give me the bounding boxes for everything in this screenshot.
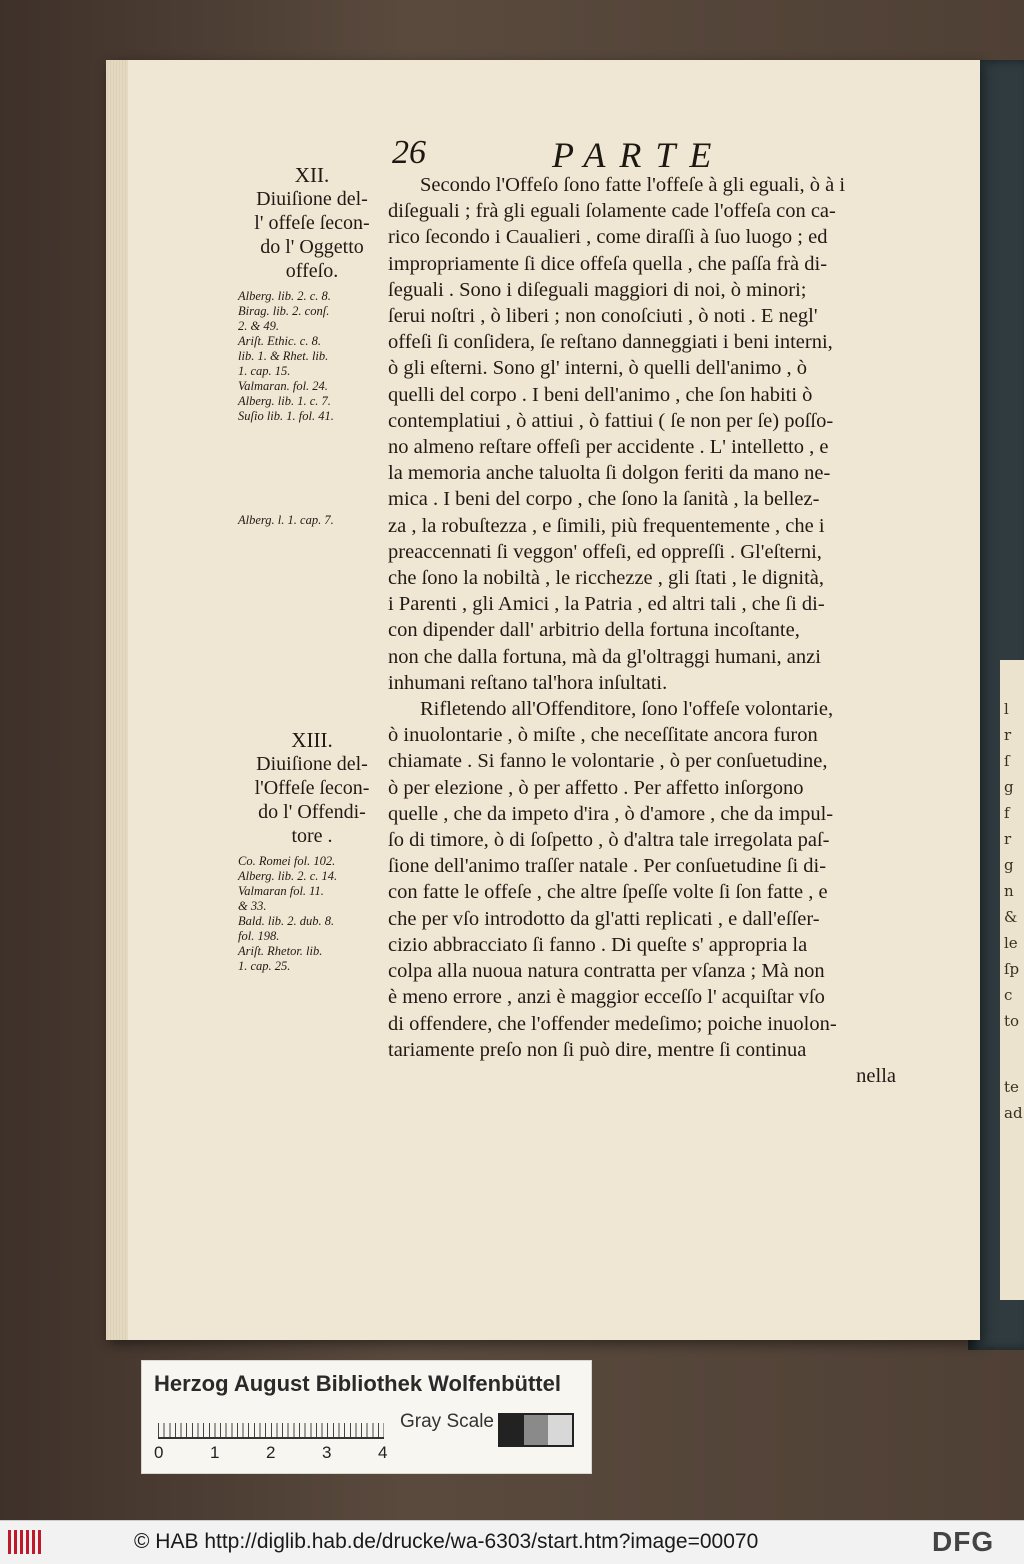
- gray-swatch: [548, 1415, 572, 1445]
- facing-page-letter: ad: [1004, 1104, 1023, 1122]
- copyright-link[interactable]: © HAB http://diglib.hab.de/drucke/wa-6303/start.htm?image=00070: [134, 1530, 759, 1553]
- note-citation: lib. 1. & Rhet. lib.: [238, 349, 329, 363]
- note-citation: 2. & 49.: [238, 319, 279, 333]
- note-citation: fol. 198.: [238, 929, 280, 943]
- body-line: i Parenti , gli Amici , la Patria , ed altri tali , che ſi di-: [388, 593, 825, 616]
- body-line: Rifletendo all'Offenditore, ſono l'offeſe volontarie,: [420, 698, 834, 721]
- note-citation: Bald. lib. 2. dub. 8.: [238, 914, 335, 928]
- note-citation: Birag. lib. 2. conſ.: [238, 304, 330, 318]
- page-number: 26: [392, 134, 426, 171]
- facing-page-letter: f: [1004, 804, 1010, 822]
- body-line: rico ſecondo i Caualieri , come diraſſi à ſuo luogo ; ed: [388, 226, 828, 249]
- body-line: la memoria anche taluolta ſi dolgon feriti da mano ne-: [388, 462, 831, 485]
- note-citation: Ariſt. Ethic. c. 8.: [238, 334, 321, 348]
- facing-page-letter: to: [1004, 1012, 1020, 1030]
- body-line: inhumani reſtano tal'hora inſultati.: [388, 671, 668, 694]
- note-citation: Ariſt. Rhetor. lib.: [238, 944, 323, 958]
- note-number: XII.: [294, 163, 330, 187]
- note-citation: Alberg. lib. 2. c. 8.: [238, 289, 331, 303]
- ruler-label: 4: [378, 1443, 388, 1462]
- body-line: ſerui noſtri , ò liberi ; non conoſciuti , ò noti . E negl': [388, 305, 818, 328]
- body-line: ò per elezione , ò per affetto . Per affetto inſorgono: [388, 776, 804, 799]
- facing-page-letter: n: [1004, 882, 1014, 900]
- body-line: quelle , che da impeto d'ira , ò d'amore , che da impul-: [388, 802, 834, 825]
- note-heading-line: Diuiſione del-: [256, 188, 368, 210]
- margin-note-xii: [238, 163, 386, 424]
- note-number: XIII.: [291, 728, 333, 752]
- ruler-scale: [158, 1407, 384, 1439]
- facing-page-letter: r: [1004, 726, 1012, 744]
- body-line: che per vſo introdotto da gl'atti replicati , e dall'eſſer-: [388, 907, 820, 930]
- scale-card: [141, 1360, 592, 1474]
- facing-page-fragment: [1000, 660, 1024, 1300]
- note-citation: Valmaran fol. 11.: [238, 884, 324, 898]
- margin-note-xiii: [238, 728, 386, 974]
- body-line: di offendere, che l'offender medeſimo; poiche inuolon-: [388, 1012, 837, 1035]
- body-line: no almeno reſtare offeſi per accidente . L' intelletto , e: [388, 436, 829, 459]
- body-line: mica . I beni del corpo , che ſono la ſanità , la bellez-: [388, 488, 820, 511]
- facing-page-letter: l: [1004, 700, 1009, 718]
- body-line: che ſono la nobiltà , le ricchezze , gli ſtati , le dignità,: [388, 567, 825, 590]
- body-line: chiamate . Si fanno le volontarie , ò per conſuetudine,: [388, 750, 828, 773]
- note-heading-line: Diuiſione del-: [256, 753, 368, 775]
- library-name: Herzog August Bibliothek Wolfenbüttel: [154, 1371, 561, 1396]
- note-citation: Alberg. lib. 1. c. 7.: [238, 394, 331, 408]
- body-line: ſeguali . Sono i diſeguali maggiori di noi, ò minori;: [388, 278, 807, 301]
- body-line: preaccennati ſi veggon' offeſi, ed oppreſſi . Gl'eſterni,: [388, 540, 822, 563]
- facing-page-letter: &: [1004, 908, 1018, 926]
- body-line: con dipender dall' arbitrio della fortuna incoſtante,: [388, 619, 800, 642]
- facing-page-letter: le: [1004, 934, 1018, 952]
- body-line: cizio abbracciato ſi fanno . Di queſte s' appropria la: [388, 933, 808, 956]
- note-heading-line: do l' Offendi-: [258, 801, 366, 823]
- body-line: ſione dell'animo traſſer natale . Per conſuetudine ſi di-: [388, 855, 827, 878]
- note-citation: 1. cap. 15.: [238, 364, 291, 378]
- body-line: offeſi ſi conſidera, ſe reſtano danneggiati i beni interni,: [388, 331, 833, 354]
- body-line: con fatte le offeſe , che altre ſpeſſe volte ſi ſon fatte , e: [388, 881, 828, 904]
- ruler-label: 0: [154, 1443, 164, 1462]
- body-line: nella: [856, 1064, 896, 1087]
- facing-page-letter: g: [1004, 856, 1014, 874]
- note-citation: Valmaran. fol. 24.: [238, 379, 328, 393]
- facing-page-letter: r: [1004, 830, 1012, 848]
- facing-page-letter: c: [1004, 986, 1013, 1004]
- body-line: Secondo l'Offeſo ſono fatte l'offeſe à gli eguali, ò à i: [420, 174, 846, 196]
- facing-page-letter: ſp: [1004, 960, 1020, 978]
- dfg-logo: DFG: [932, 1526, 995, 1557]
- ruler-label: 2: [266, 1443, 276, 1462]
- body-line: contemplatiui , ò attiui , ò fattiui ( ſe non per ſe) poſſo-: [388, 409, 834, 432]
- gray-swatch: [524, 1415, 548, 1445]
- body-line: ò gli eſterni. Sono gl' interni, ò quelli dell'animo , ò: [388, 357, 808, 380]
- body-line: za , la robuſtezza , e ſimili, più frequentemente , che i: [388, 514, 825, 537]
- body-line: ſo di timore, ò di ſoſpetto , ò d'altra tale irregolata paſ-: [388, 829, 830, 852]
- body-line: non che dalla fortuna, mà da gl'oltraggi humani, anzi: [388, 645, 821, 668]
- note-citation: Alberg. lib. 2. c. 14.: [238, 869, 338, 883]
- ruler-label: 1: [210, 1443, 220, 1462]
- body-line: diſeguali ; frà gli eguali ſolamente cade l'offeſa con ca-: [388, 200, 836, 223]
- body-line: impropriamente ſi dice offeſa quella , che paſſa frà di-: [388, 252, 828, 275]
- ruler-label: 3: [322, 1443, 332, 1462]
- note-citation: 1. cap. 25.: [238, 959, 291, 973]
- footer-bar: [0, 1520, 1024, 1564]
- note-heading-line: do l' Oggetto: [260, 236, 364, 258]
- note-citation: Alberg. l. 1. cap. 7.: [238, 513, 334, 527]
- facing-page-letter: te: [1004, 1078, 1019, 1096]
- note-heading-line: l'Offeſe ſecon-: [254, 777, 370, 799]
- body-line: tariamente preſo non ſi può dire, mentre ſi continua: [388, 1038, 807, 1061]
- running-title: PARTE: [552, 135, 726, 175]
- note-heading-line: l' offeſe ſecon-: [254, 212, 370, 234]
- note-heading-line: offeſo.: [285, 260, 339, 282]
- body-text: [388, 172, 940, 1089]
- gray-swatch: [500, 1415, 524, 1445]
- body-line: colpa alla nuoua natura contratta per vſanza ; Mà non: [388, 960, 825, 983]
- hab-logo-icon: [8, 1530, 42, 1554]
- page-edge-shading: [106, 60, 128, 1340]
- margin-citation-extra: [238, 513, 386, 528]
- note-citation: Suſio lib. 1. fol. 41.: [238, 409, 334, 423]
- body-line: quelli del corpo . I beni dell'animo , che ſon habiti ò: [388, 383, 813, 406]
- note-citation: & 33.: [238, 899, 267, 913]
- note-heading-line: tore .: [291, 825, 333, 847]
- gray-scale-swatches: [498, 1413, 574, 1447]
- body-line: è meno errore , anzi è maggior ecceſſo l' acquiſtar vſo: [388, 986, 825, 1009]
- body-line: ò inuolontarie , ò miſte , che neceſſitate ancora furon: [388, 724, 818, 747]
- facing-page-letter: g: [1004, 778, 1014, 796]
- facing-page-letter: ſ: [1004, 752, 1010, 770]
- gray-scale-label: Gray Scale: [400, 1411, 494, 1432]
- note-citation: Co. Romei fol. 102.: [238, 854, 336, 868]
